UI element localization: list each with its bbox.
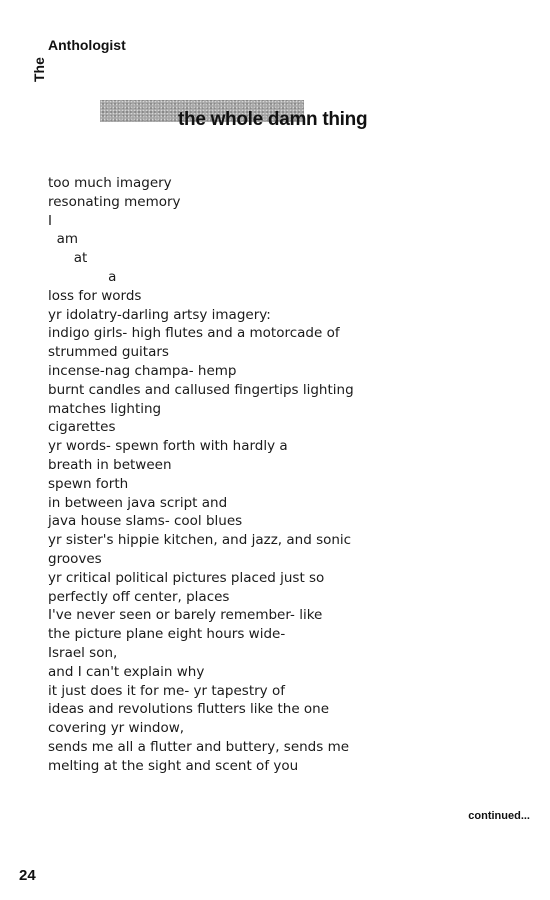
poem-line: the picture plane eight hours wide- xyxy=(48,626,286,643)
poem-line: yr idolatry-darling artsy imagery: xyxy=(48,306,271,323)
poem-line: java house slams- cool blues xyxy=(48,513,243,530)
header-the-rotated: The xyxy=(31,57,47,82)
poem-line: yr sister's hippie kitchen, and jazz, and sonic xyxy=(48,532,352,549)
poem-line: it just does it for me- yr tapestry of xyxy=(48,682,285,699)
poem-title-block xyxy=(100,100,400,140)
publication-header xyxy=(30,34,150,84)
poem-line: Israel son, xyxy=(48,644,118,661)
poem-line: spewn forth xyxy=(48,475,129,492)
poem-line: breath in between xyxy=(48,456,172,473)
poem-line: strummed guitars xyxy=(48,344,169,361)
poem-line: at xyxy=(48,250,88,267)
poem-line: a xyxy=(48,268,117,285)
poem-line: yr words- spewn forth with hardly a xyxy=(48,438,288,455)
poem-line: am xyxy=(48,231,79,248)
poem-line: cigarettes xyxy=(48,419,116,436)
poem-line: I xyxy=(48,212,52,229)
poem-line: in between java script and xyxy=(48,494,228,511)
continued-note: continued... xyxy=(468,810,530,822)
poem-line: ideas and revolutions flutters like the one xyxy=(48,701,330,718)
poem-body xyxy=(48,174,354,776)
poem-line: melting at the sight and scent of you xyxy=(48,757,299,774)
poem-line: resonating memory xyxy=(48,193,181,210)
poem-line: indigo girls- high flutes and a motorcade of xyxy=(48,325,340,342)
poem-title: the whole damn thing xyxy=(178,109,368,130)
poem-line: incense-nag champa- hemp xyxy=(48,362,237,379)
poem-line: loss for words xyxy=(48,287,142,304)
header-anthologist: Anthologist xyxy=(48,37,126,53)
poem-line: matches lighting xyxy=(48,400,162,417)
poem-line: covering yr window, xyxy=(48,720,185,737)
poem-line: perfectly off center, places xyxy=(48,588,230,605)
poem-line: grooves xyxy=(48,550,102,567)
page-number: 24 xyxy=(19,867,36,884)
poem-line: and I can't explain why xyxy=(48,663,205,680)
poem-line: burnt candles and callused fingertips lighting xyxy=(48,381,354,398)
poem-line: sends me all a flutter and buttery, sends me xyxy=(48,738,350,755)
poem-line: yr critical political pictures placed just so xyxy=(48,569,325,586)
poem-line: I've never seen or barely remember- like xyxy=(48,607,323,624)
poem-line: too much imagery xyxy=(48,175,172,191)
